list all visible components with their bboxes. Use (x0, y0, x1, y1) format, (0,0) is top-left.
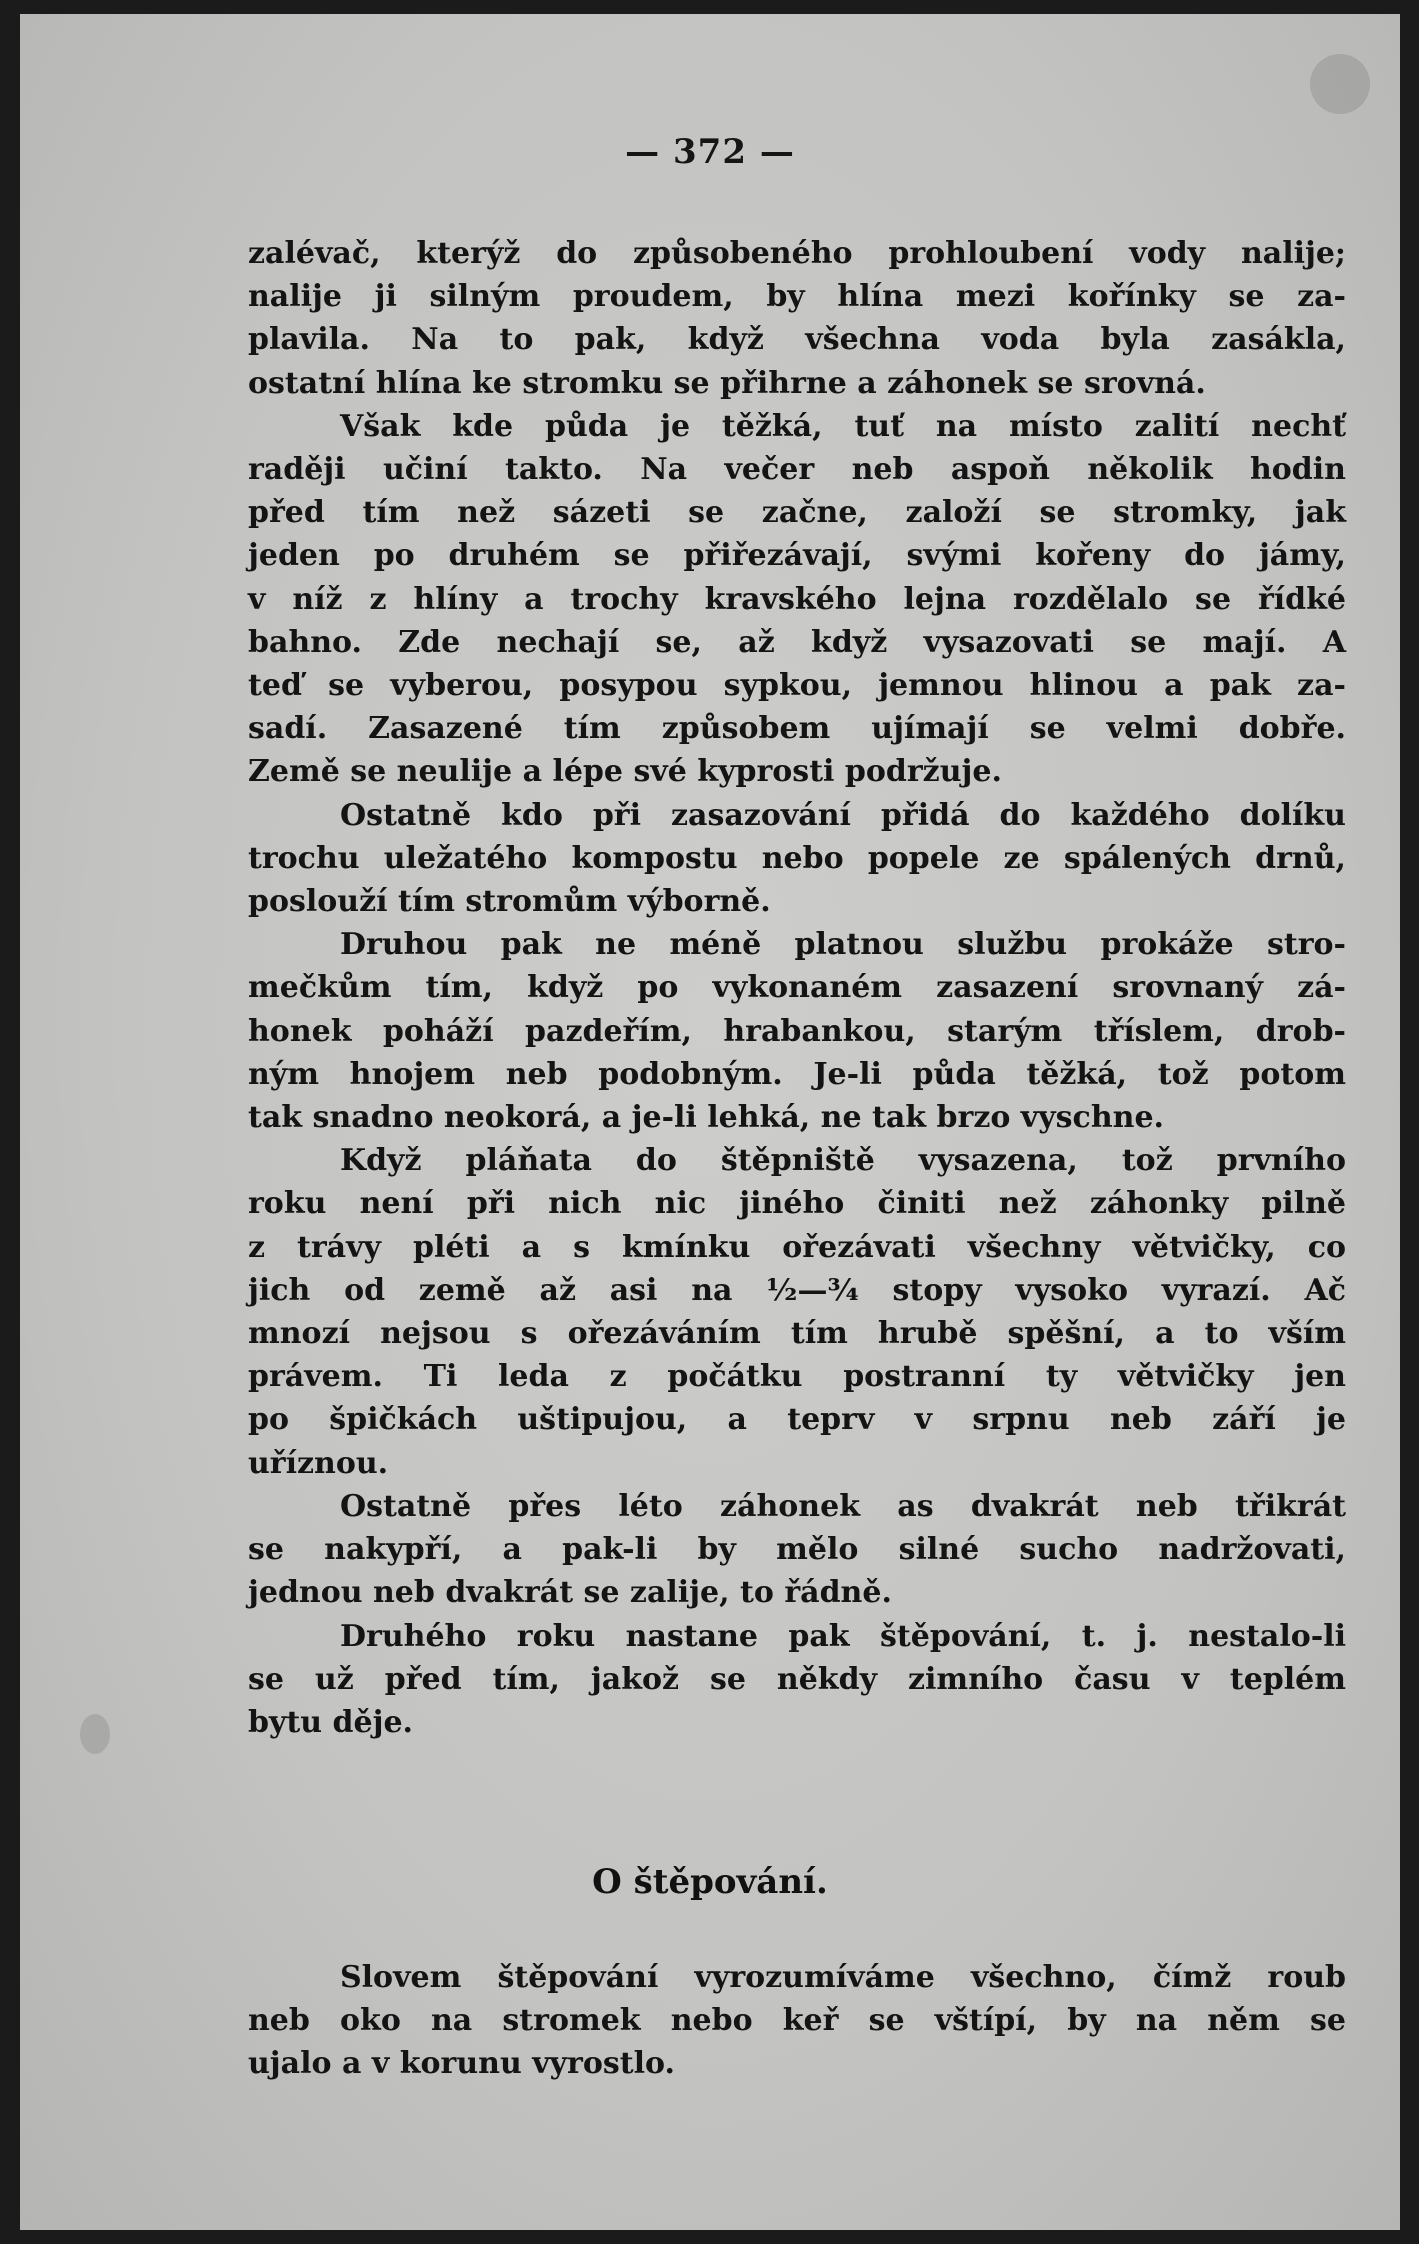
paragraph (248, 405, 1346, 794)
text-line: Druhou pak ne méně platnou službu prokáže stro- (340, 927, 1346, 963)
text-line: se už před tím, jakož se někdy zimního času v teplém (248, 1661, 1346, 1697)
text-line: ostatní hlína ke stromku se přihrne a záhonek se srovná. (248, 365, 1206, 401)
text-line: neb oko na stromek nebo keř se vštípí, by na něm se (248, 2003, 1346, 2039)
text-line: jednou neb dvakrát se zalije, to řádně. (248, 1575, 892, 1611)
text-line: sadí. Zasazené tím způsobem ujímají se velmi dobře. (248, 711, 1346, 747)
section-text-block (248, 1956, 1346, 2086)
text-line: trochu uležatého kompostu nebo popele ze spálených drnů, (248, 840, 1346, 876)
paragraph (248, 1139, 1346, 1485)
page-stain (80, 1714, 110, 1754)
paragraph (248, 923, 1346, 1139)
text-line: honek poháží pazdeřím, hrabankou, starým tříslem, drob- (248, 1013, 1346, 1049)
text-line: teď se vyberou, posypou sypkou, jemnou hlinou a pak za- (248, 668, 1346, 704)
text-line: Ostatně přes léto záhonek as dvakrát neb třikrát (340, 1488, 1346, 1524)
book-page (20, 14, 1400, 2230)
page-number: — 372 — (625, 132, 795, 172)
text-line: Slovem štěpování vyrozumíváme všechno, čímž roub (340, 1960, 1346, 1995)
text-line: po špičkách uštipujou, a teprv v srpnu neb září je (248, 1402, 1346, 1438)
text-line: před tím než sázeti se začne, založí se stromky, jak (248, 495, 1346, 531)
text-line: Ostatně kdo při zasazování přidá do každého dolíku (340, 797, 1346, 833)
text-line: plavila. Na to pak, když všechna voda byla zasákla, (248, 322, 1346, 358)
text-line: ným hnojem neb podobným. Je-li půda těžká, tož potom (248, 1056, 1346, 1092)
text-line: Když pláňata do štěpniště vysazena, tož prvního (340, 1143, 1346, 1179)
text-line: jich od země až asi na ½—¾ stopy vysoko vyrazí. Ač (248, 1272, 1346, 1308)
text-line: raději učiní takto. Na večer neb aspoň několik hodin (248, 452, 1346, 488)
page-stain (1310, 54, 1370, 114)
paragraph (248, 1956, 1346, 2086)
text-line: bytu děje. (248, 1704, 413, 1740)
text-line: roku není při nich nic jiného činiti než záhonky pilně (248, 1186, 1346, 1222)
text-line: ujalo a v korunu vyrostlo. (248, 2046, 675, 2082)
text-line: Druhého roku nastane pak štěpování, t. j. nestalo-li (340, 1618, 1346, 1654)
paragraph (248, 794, 1346, 924)
text-line: jeden po druhém se přiřezávají, svými kořeny do jámy, (248, 538, 1346, 574)
main-text-block (248, 232, 1346, 1744)
text-line: právem. Ti leda z počátku postranní ty větvičky jen (248, 1359, 1346, 1395)
paragraph (248, 1615, 1346, 1745)
text-line: z trávy pléti a s kmínku ořezávati všechny větvičky, co (248, 1229, 1346, 1265)
text-line: zalévač, kterýž do způsobeného prohloubení vody nalije; (248, 236, 1346, 271)
section-heading: O štěpování. (592, 1862, 828, 1902)
text-line: se nakypří, a pak-li by mělo silné sucho nadržovati, (248, 1532, 1346, 1568)
paragraph (248, 232, 1346, 405)
text-line: mnozí nejsou s ořezáváním tím hrubě spěšní, a to vším (248, 1316, 1346, 1352)
text-line: Však kde půda je těžká, tuť na místo zalití nechť (340, 408, 1346, 444)
text-line: uříznou. (248, 1445, 389, 1481)
text-line: bahno. Zde nechají se, až když vysazovati se mají. A (248, 624, 1346, 660)
text-line: Země se neulije a lépe své kyprosti podržuje. (248, 754, 1002, 790)
text-line: v níž z hlíny a trochy kravského lejna rozdělalo se řídké (248, 581, 1346, 617)
text-line: poslouží tím stromům výborně. (248, 884, 771, 920)
text-line: mečkům tím, když po vykonaném zasazení srovnaný zá- (248, 970, 1346, 1006)
text-line: tak snadno neokorá, a je-li lehká, ne tak brzo vyschne. (248, 1100, 1164, 1136)
text-line: nalije ji silným proudem, by hlína mezi kořínky se za- (248, 279, 1346, 315)
paragraph (248, 1485, 1346, 1615)
